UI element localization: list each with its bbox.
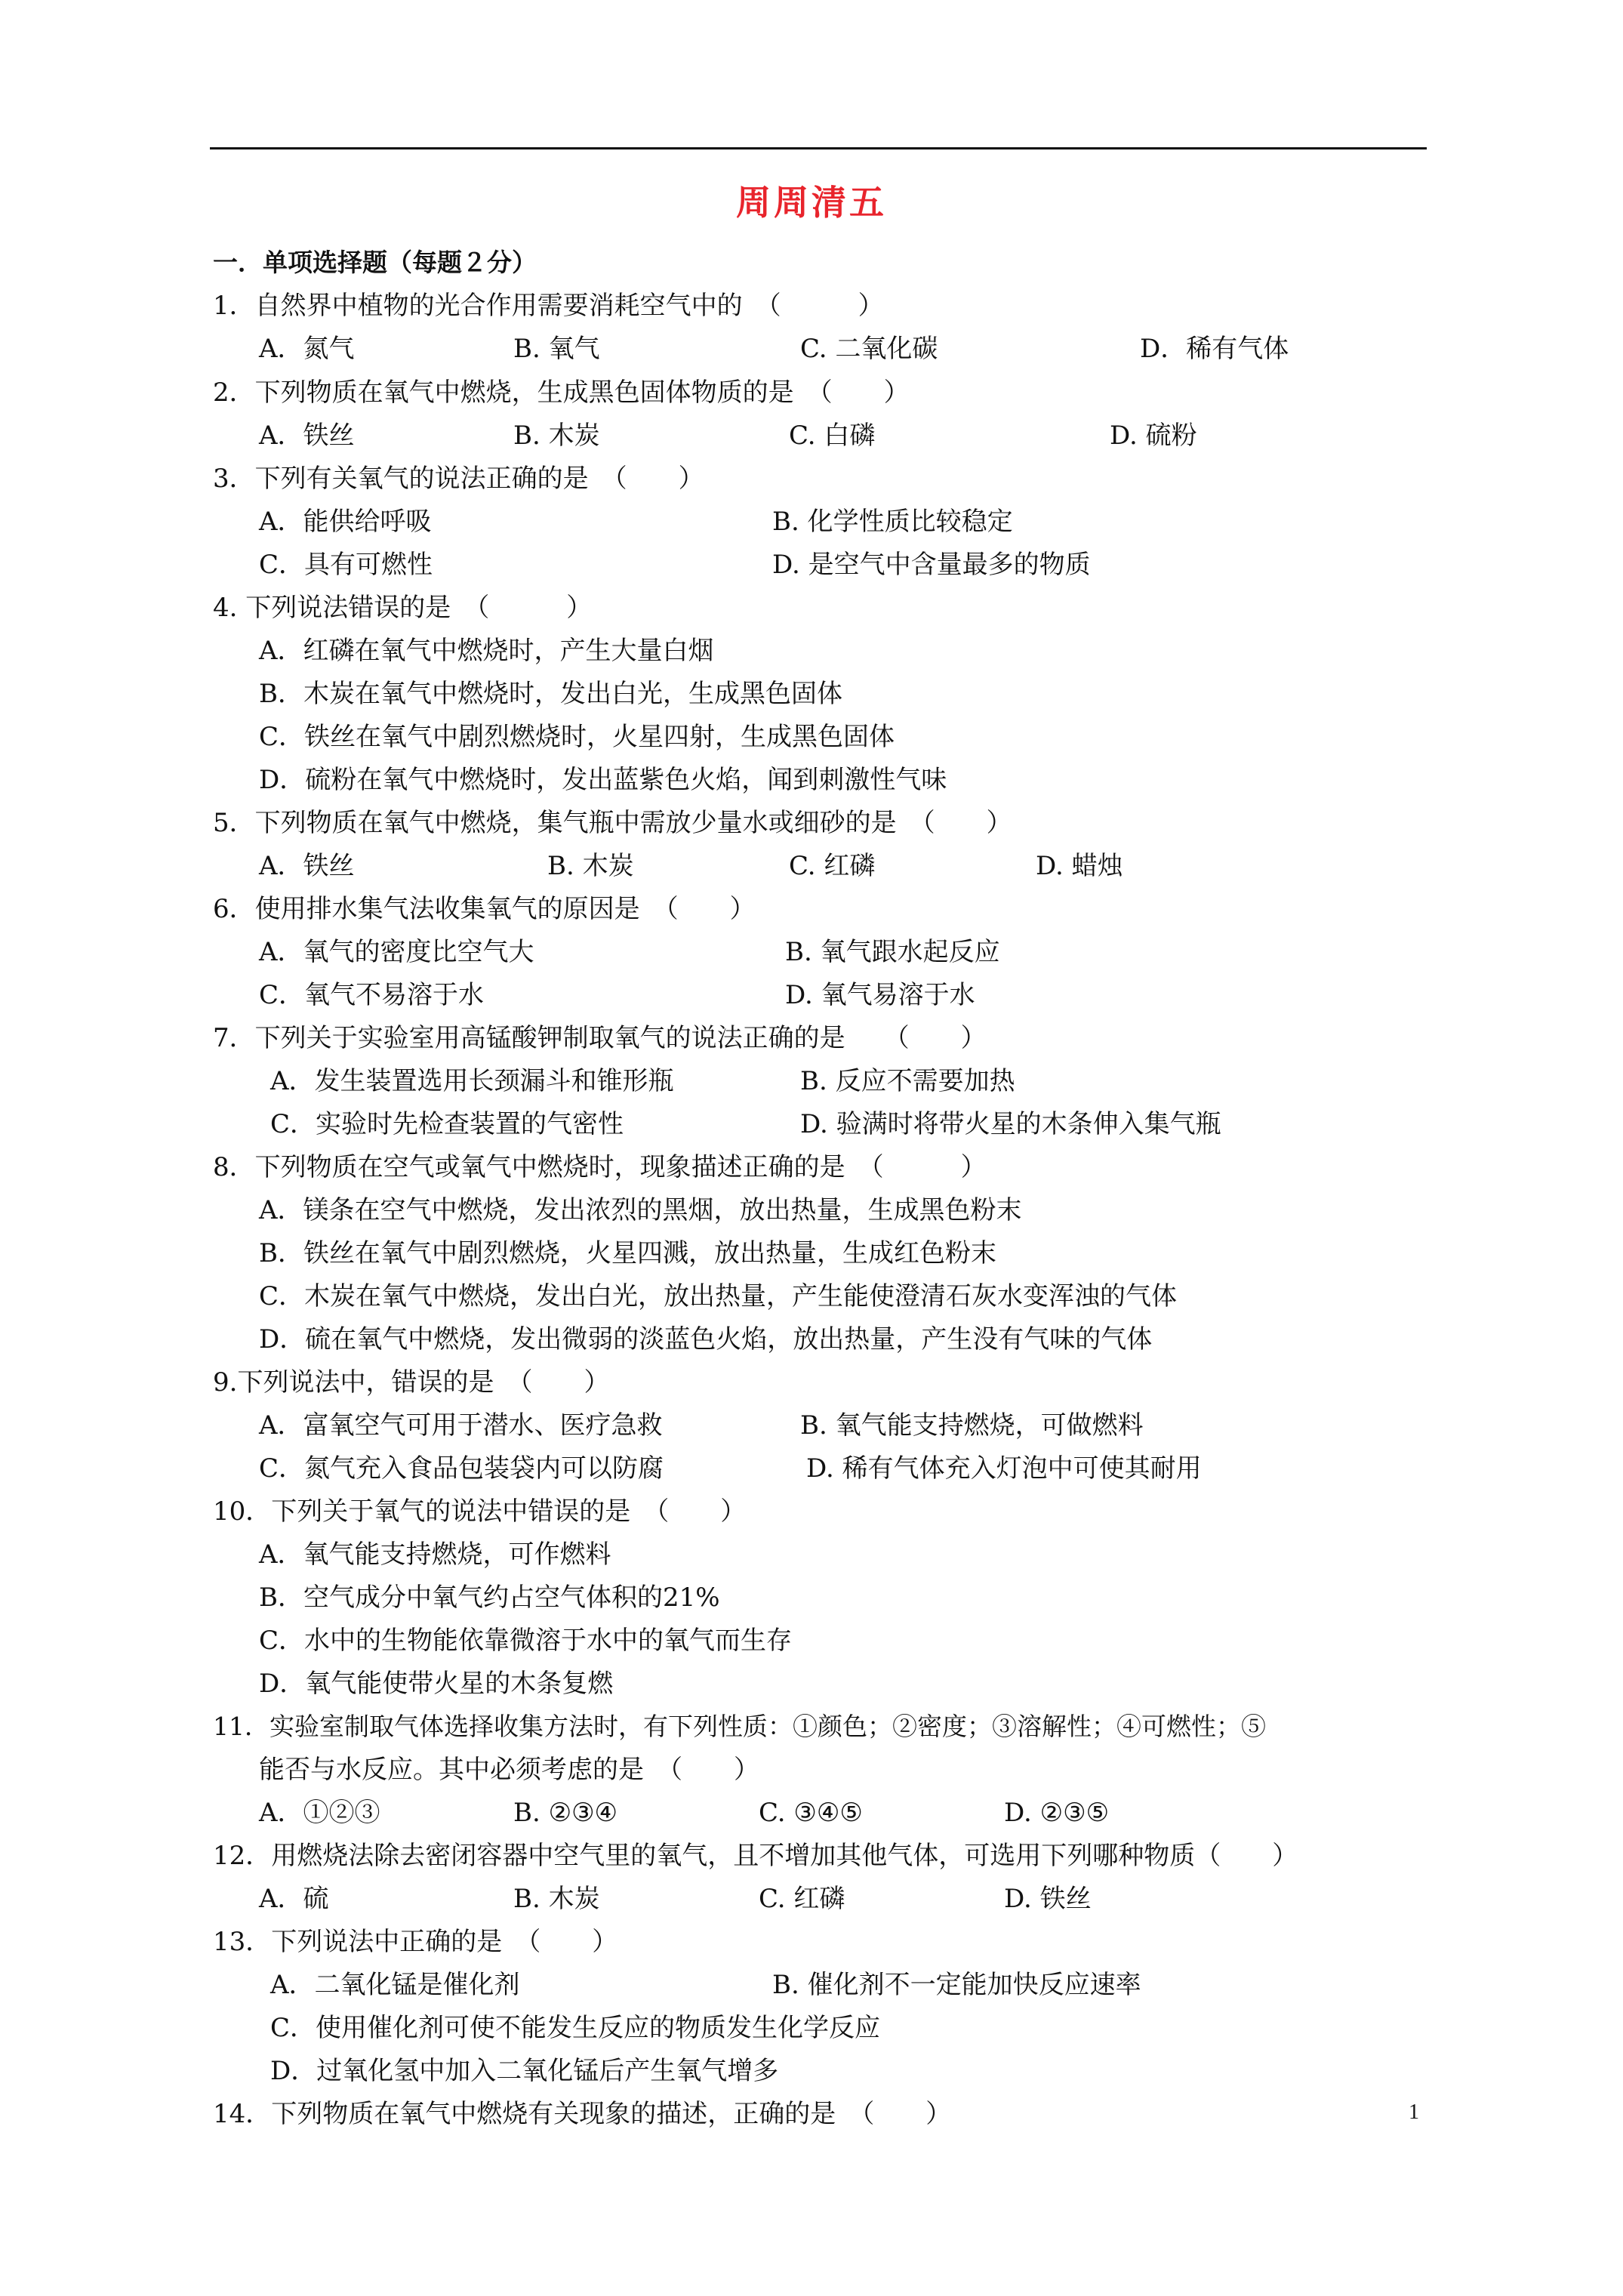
question-13-option-c: C．使用催化剂可使不能发生反应的物质发生化学反应 [270,2013,881,2043]
question-1-option-b: B. 氧气 [513,334,600,364]
question-8-option-d: D．硫在氧气中燃烧，发出微弱的淡蓝色火焰，放出热量，产生没有气味的气体 [259,1324,1153,1354]
question-10-option-c: C．水中的生物能依靠微溶于水中的氧气而生存 [259,1626,793,1656]
question-5-option-b: B. 木炭 [547,851,634,881]
question-10-option-d: D．氧气能使带火星的木条复燃 [259,1669,614,1699]
question-2-option-a: A．铁丝 [259,421,355,451]
question-11-option-d: D. ②③⑤ [1004,1798,1110,1828]
question-6-option-c: C．氧气不易溶于水 [259,980,485,1010]
question-10-stem: 10．下列关于氧气的说法中错误的是 （ ） [213,1496,747,1527]
question-2-option-c: C. 白磷 [789,421,876,451]
question-7-stem: 7．下列关于实验室用高锰酸钾制取氧气的说法正确的是 （ ） [213,1023,987,1053]
question-12-option-c: C. 红磷 [759,1884,845,1914]
question-3-option-a: A．能供给呼吸 [259,507,432,537]
question-4-option-c: C．铁丝在氧气中剧烈燃烧时，火星四射，生成黑色固体 [259,722,895,752]
question-5-option-a: A．铁丝 [259,851,355,881]
page-title: 周周清五 [736,182,887,223]
question-7-option-b: B. 反应不需要加热 [800,1066,1015,1096]
question-7-option-d: D. 验满时将带火星的木条伸入集气瓶 [800,1109,1221,1139]
question-8-option-c: C．木炭在氧气中燃烧，发出白光，放出热量，产生能使澄清石灰水变浑浊的气体 [259,1281,1178,1311]
question-6-option-d: D. 氧气易溶于水 [785,980,975,1010]
page-number: 1 [1409,2100,1419,2124]
question-5-option-d: D. 蜡烛 [1036,851,1123,881]
question-11-stem-continued: 能否与水反应。其中必须考虑的是 （ ） [259,1755,759,1785]
question-7-option-a: A．发生装置选用长颈漏斗和锥形瓶 [270,1066,674,1096]
section-heading: 一．单项选择题（每题２分） [213,248,537,277]
question-13-option-d: D．过氧化氢中加入二氧化锰后产生氧气增多 [270,2056,779,2086]
question-4-stem: 4. 下列说法错误的是 （ ） [213,593,593,623]
question-11-option-c: C. ③④⑤ [759,1798,863,1828]
question-8-option-a: A．镁条在空气中燃烧，发出浓烈的黑烟，放出热量，生成黑色粉末 [259,1195,1022,1225]
question-9-option-a: A．富氧空气可用于潜水、医疗急救 [259,1410,663,1441]
question-11-option-a: A．①②③ [259,1798,380,1828]
question-9-option-b: B. 氧气能支持燃烧，可做燃料 [800,1410,1144,1441]
question-11-stem: 11．实验室制取气体选择收集方法时，有下列性质：①颜色；②密度；③溶解性；④可燃性；⑤ [213,1712,1266,1741]
question-10-option-b: B．空气成分中氧气约占空气体积的21% [259,1583,720,1613]
question-4-option-b: B．木炭在氧气中燃烧时，发出白光，生成黑色固体 [259,679,842,709]
question-6-option-b: B. 氧气跟水起反应 [785,937,1000,967]
question-13-stem: 13．下列说法中正确的是 （ ） [213,1927,618,1957]
question-1-option-a: A．氮气 [259,334,355,364]
question-5-stem: 5．下列物质在氧气中燃烧，集气瓶中需放少量水或细砂的是 （ ） [213,808,1012,838]
question-12-option-b: B. 木炭 [513,1884,600,1914]
question-3-option-c: C．具有可燃性 [259,550,433,580]
question-4-option-d: D．硫粉在氧气中燃烧时，发出蓝紫色火焰，闻到刺激性气味 [259,765,947,795]
question-6-option-a: A．氧气的密度比空气大 [259,937,534,967]
question-9-option-c: C．氮气充入食品包装袋内可以防腐 [259,1453,664,1484]
question-3-option-b: B. 化学性质比较稳定 [772,507,1013,537]
question-2-option-d: D. 硫粉 [1110,421,1197,451]
question-11-option-b: B. ②③④ [513,1798,618,1828]
question-10-option-a: A．氧气能支持燃烧，可作燃料 [259,1539,611,1570]
question-9-option-d: D. 稀有气体充入灯泡中可使其耐用 [806,1453,1202,1484]
question-2-option-b: B. 木炭 [513,421,600,451]
question-3-option-d: D. 是空气中含量最多的物质 [772,550,1091,580]
question-14-stem: 14．下列物质在氧气中燃烧有关现象的描述，正确的是 （ ） [213,2099,952,2129]
question-13-option-b: B. 催化剂不一定能加快反应速率 [772,1970,1141,2000]
question-8-stem: 8．下列物质在空气或氧气中燃烧时，现象描述正确的是 （ ） [213,1152,987,1182]
question-6-stem: 6．使用排水集气法收集氧气的原因是 （ ） [213,894,756,924]
question-1-stem: 1．自然界中植物的光合作用需要消耗空气中的 （ ） [213,291,884,321]
question-4-option-a: A．红磷在氧气中燃烧时，产生大量白烟 [259,636,714,666]
question-1-option-d: D．稀有气体 [1140,334,1289,364]
question-12-stem: 12．用燃烧法除去密闭容器中空气里的氧气，且不增加其他气体，可选用下列哪种物质（ ） [213,1841,1298,1871]
question-1-option-c: C. 二氧化碳 [800,334,938,364]
question-12-option-a: A．硫 [259,1884,329,1914]
question-9-stem: 9.下列说法中，错误的是 （ ） [213,1367,610,1398]
header-rule [210,147,1427,149]
question-7-option-c: C．实验时先检查装置的气密性 [270,1109,624,1139]
question-8-option-b: B．铁丝在氧气中剧烈燃烧，火星四溅，放出热量，生成红色粉末 [259,1238,996,1268]
question-5-option-c: C. 红磷 [789,851,876,881]
question-3-stem: 3．下列有关氧气的说法正确的是 （ ） [213,464,704,494]
question-12-option-d: D. 铁丝 [1004,1884,1092,1914]
question-2-stem: 2．下列物质在氧气中燃烧，生成黑色固体物质的是 （ ） [213,378,910,408]
question-13-option-a: A．二氧化锰是催化剂 [270,1970,520,2000]
